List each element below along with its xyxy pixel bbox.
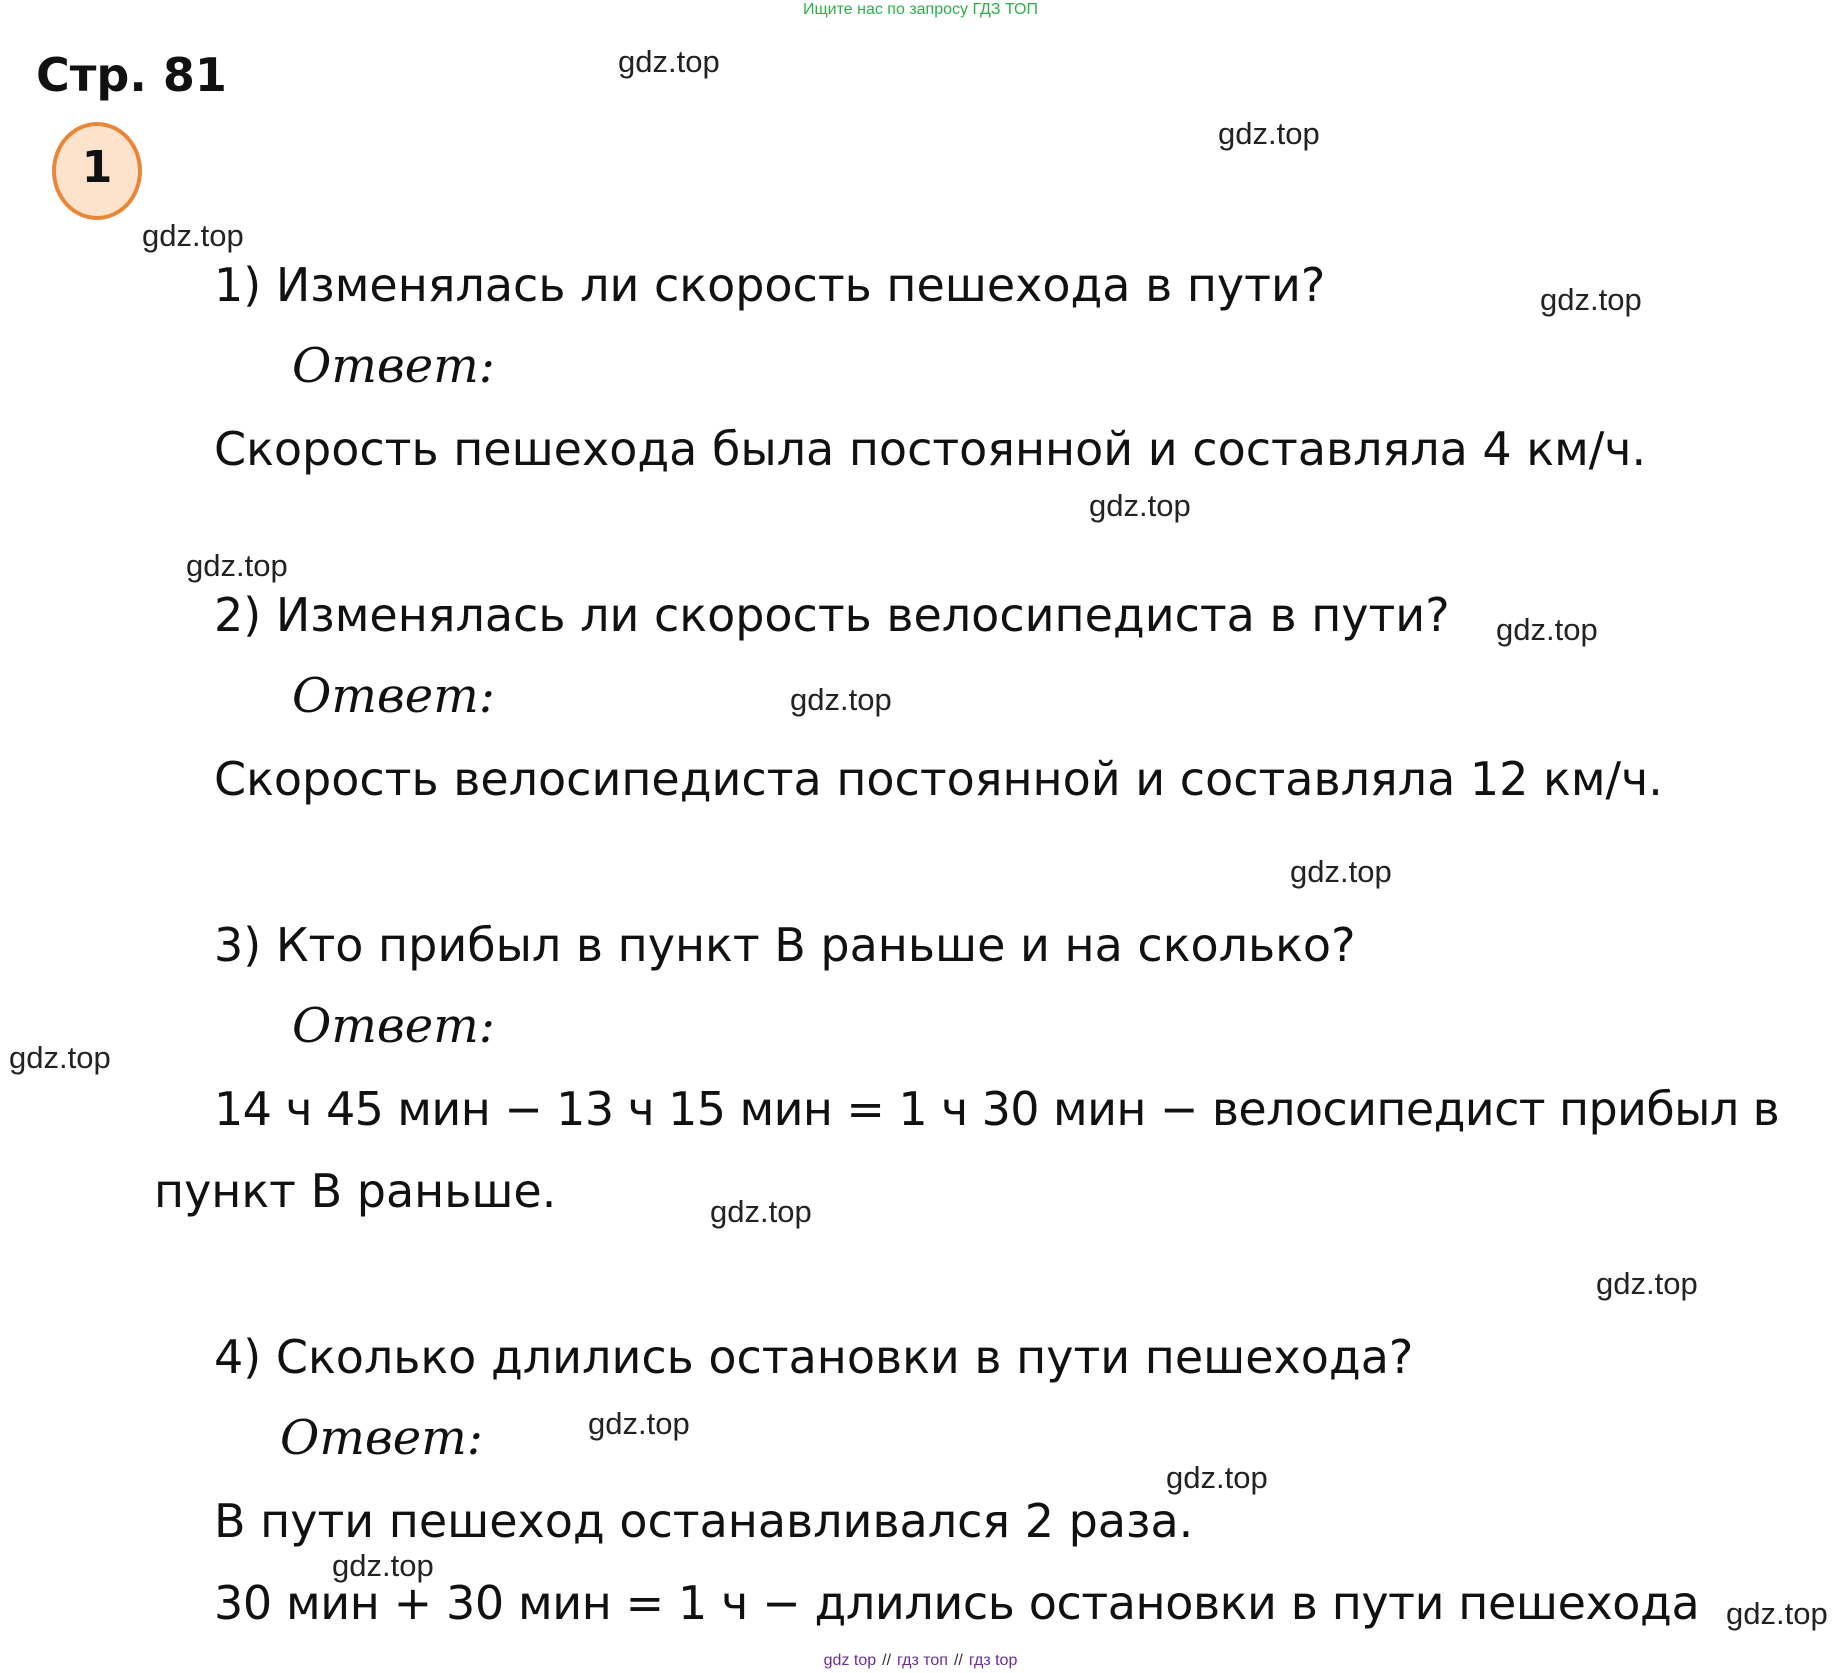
bottom-links xyxy=(0,1652,1841,1670)
bottom-link-1[interactable]: gdz top xyxy=(823,1652,877,1669)
answer-3-line-1: 14 ч 45 мин − 13 ч 15 мин = 1 ч 30 мин − велосипедист прибыл в xyxy=(214,1082,1780,1136)
answer-1-line-1: Скорость пешехода была постоянной и составляла 4 км/ч. xyxy=(214,422,1647,476)
answer-label-1: Ответ: xyxy=(292,338,495,394)
watermark: gdz.top xyxy=(1166,1460,1268,1495)
bottom-link-3[interactable]: гдз top xyxy=(968,1652,1018,1669)
watermark: gdz.top xyxy=(142,218,244,253)
link-separator: // xyxy=(953,1652,963,1669)
link-separator: // xyxy=(882,1652,892,1669)
task-number-badge xyxy=(52,122,142,220)
watermark: gdz.top xyxy=(588,1406,690,1441)
watermark: gdz.top xyxy=(1218,116,1320,151)
page-title: Стр. 81 xyxy=(36,48,227,102)
question-3: 3) Кто прибыл в пункт В раньше и на сколько? xyxy=(214,918,1356,972)
answer-label-2: Ответ: xyxy=(292,668,495,724)
answer-2-line-1: Скорость велосипедиста постоянной и составляла 12 км/ч. xyxy=(214,752,1663,806)
watermark: gdz.top xyxy=(186,548,288,583)
watermark: gdz.top xyxy=(332,1548,434,1583)
task-number: 1 xyxy=(81,141,113,193)
answer-4-line-2: 30 мин + 30 мин = 1 ч − длились остановки в пути пешехода xyxy=(214,1576,1700,1630)
answer-3-line-2: пункт В раньше. xyxy=(154,1164,557,1218)
answer-label-4: Ответ: xyxy=(280,1410,483,1466)
watermark: gdz.top xyxy=(710,1194,812,1229)
watermark: gdz.top xyxy=(1290,854,1392,889)
watermark: gdz.top xyxy=(1496,612,1598,647)
watermark: gdz.top xyxy=(618,44,720,79)
bottom-link-2[interactable]: гдз топ xyxy=(897,1652,948,1669)
answer-4-line-1: В пути пешеход останавливался 2 раза. xyxy=(214,1494,1194,1548)
answer-label-3: Ответ: xyxy=(292,998,495,1054)
watermark: gdz.top xyxy=(1726,1596,1828,1631)
top-banner[interactable]: Ищите нас по запросу ГДЗ ТОП xyxy=(803,1,1038,18)
question-1: 1) Изменялась ли скорость пешехода в пути? xyxy=(214,258,1326,312)
watermark: gdz.top xyxy=(1089,488,1191,523)
watermark: gdz.top xyxy=(1540,282,1642,317)
watermark: gdz.top xyxy=(790,682,892,717)
watermark: gdz.top xyxy=(1596,1266,1698,1301)
question-2: 2) Изменялась ли скорость велосипедиста в пути? xyxy=(214,588,1450,642)
question-4: 4) Сколько длились остановки в пути пешехода? xyxy=(214,1330,1414,1384)
watermark: gdz.top xyxy=(9,1040,111,1075)
